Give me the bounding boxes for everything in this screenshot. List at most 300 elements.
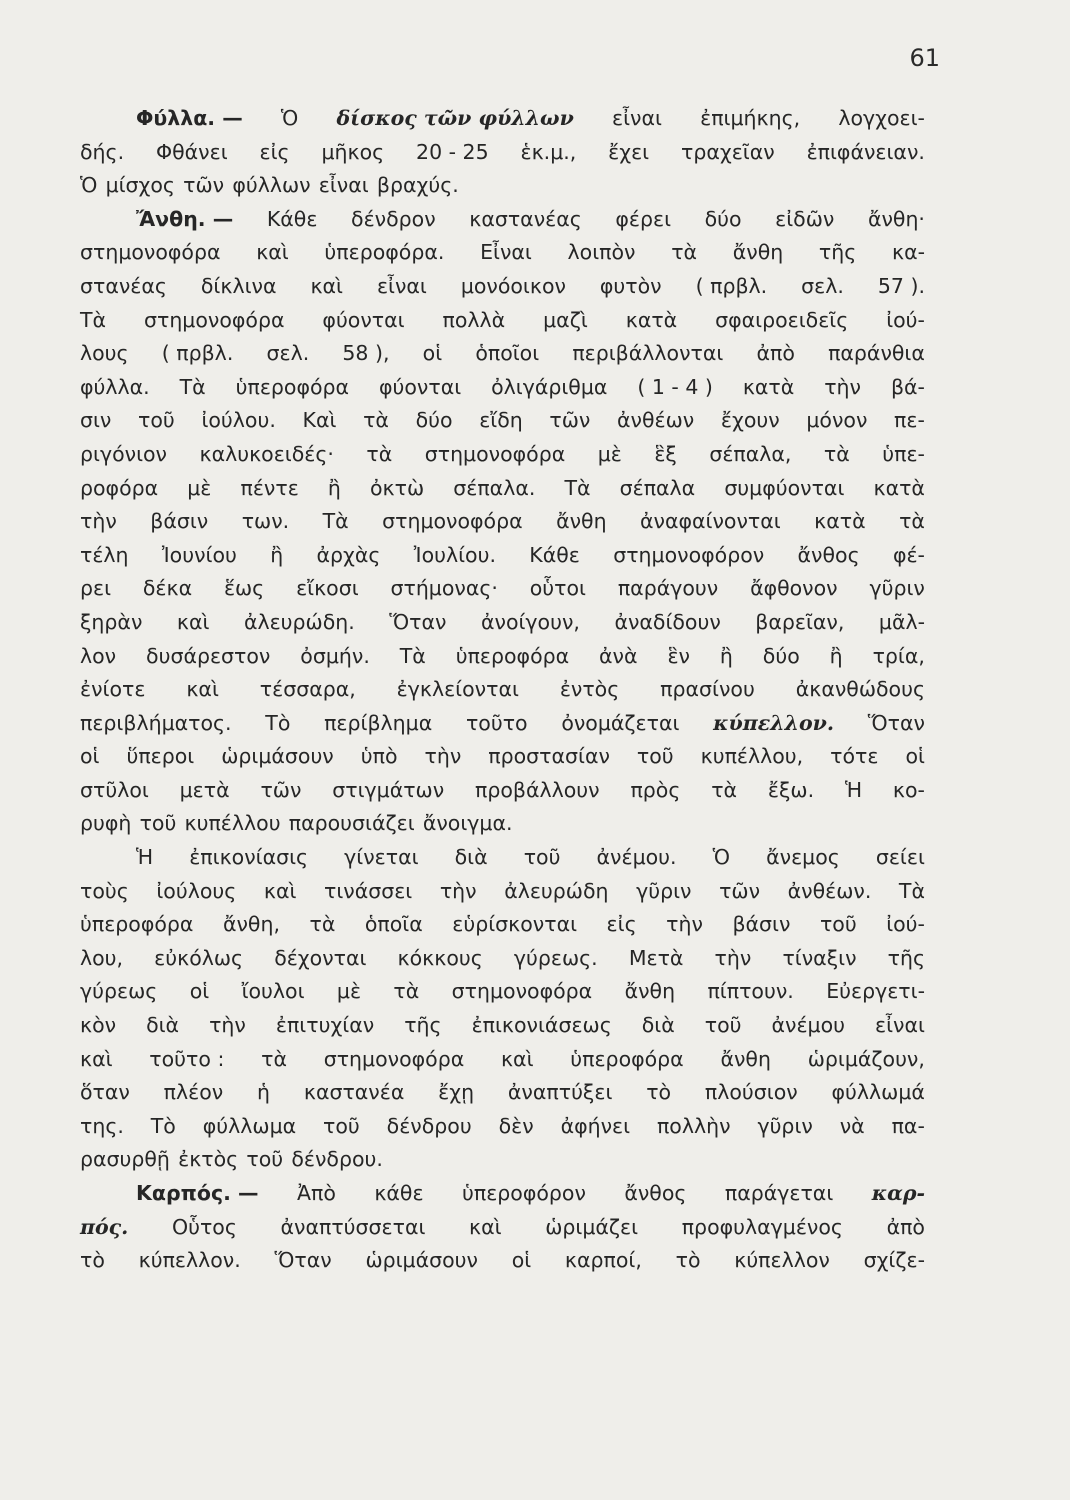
word: σέπαλα, (709, 441, 792, 466)
word: καστανέα (303, 1080, 405, 1105)
word: καὶ (469, 1214, 502, 1239)
word: Μετὰ (628, 945, 684, 970)
word: τοῦ (139, 811, 177, 836)
word: ἄνθη (624, 979, 676, 1004)
word: καρποί, (564, 1248, 642, 1273)
word: ὑπεροφόρα (80, 912, 194, 937)
word: παράνθια (828, 341, 925, 366)
word: ἄνθος (624, 1181, 687, 1205)
word: ἄνθη, (222, 912, 280, 937)
word: ἐπιφάνειαν. (806, 139, 925, 164)
word: φύλλωμα (202, 1113, 297, 1138)
word: πλέον (163, 1080, 224, 1105)
word: ἀνέμου (771, 1013, 845, 1038)
word: τῆς (404, 1013, 442, 1038)
word: ἀπὸ (756, 341, 795, 366)
word: ἔχει (608, 139, 650, 164)
word: Εἶναι (480, 240, 532, 265)
word: εἴκοσι (296, 576, 359, 601)
word: διὰ (454, 845, 488, 870)
text-line (80, 1244, 925, 1278)
word: ( πρβλ. (161, 341, 234, 366)
word: ὑπεροφόρον (461, 1181, 586, 1205)
text-line (80, 975, 925, 1009)
text-line (80, 1110, 925, 1144)
word: τὴν (209, 1013, 246, 1038)
text-line (80, 1143, 925, 1177)
word: τὰ (711, 777, 738, 802)
word: φέρει (615, 206, 672, 231)
word: ἐπιτυχίαν (275, 1013, 375, 1038)
word: ἢ (829, 643, 843, 668)
word: τὸ (675, 1248, 701, 1273)
word: οἱ (511, 1248, 532, 1273)
word: οἱ (905, 744, 925, 769)
word: πλούσιον (704, 1080, 798, 1105)
word: τρία, (872, 643, 925, 668)
word: τὴν (714, 945, 752, 970)
word: διὰ (146, 1013, 180, 1038)
word: πίπτουν. (707, 979, 794, 1004)
word: βάσιν (732, 912, 791, 937)
word: καὶ (263, 878, 297, 903)
word: τέσσαρα, (259, 677, 356, 702)
word: ἄνθη· (867, 206, 925, 231)
word: σείει (875, 845, 925, 870)
word: εἰδῶν (775, 206, 835, 231)
word: Τὰ (898, 878, 925, 903)
text-line (80, 505, 925, 539)
word: συμφύονται (724, 475, 845, 500)
word: ρασυρθῇ (80, 1147, 170, 1172)
text-line (80, 1211, 925, 1245)
word: δένδρου (386, 1113, 472, 1138)
word: στημονοφόρα (382, 509, 523, 534)
text-line (80, 102, 925, 136)
word: τινάσσει (323, 878, 413, 903)
word: λον (80, 643, 117, 668)
word: ἰούλου. (201, 408, 276, 433)
word: πρὸς (630, 777, 681, 802)
word: ( πρβλ. (695, 273, 768, 298)
word: ὀκτὼ (370, 475, 425, 500)
word: Κάθε (266, 206, 318, 231)
text-line (80, 740, 925, 774)
word: κὸν (80, 1013, 117, 1038)
word: Φθάνει (155, 139, 228, 164)
word: τῆς (887, 945, 925, 970)
word: ἀναφαίνονται (640, 509, 781, 534)
word: κατὰ (814, 509, 866, 534)
word: ἀλευρώδη. (243, 609, 355, 634)
text-line (80, 875, 925, 909)
word: τοῦ (819, 912, 857, 937)
word: γῦριν (636, 878, 692, 903)
word: εὐκόλως (154, 945, 244, 970)
word: τοῦ (246, 1147, 284, 1172)
word: Τὸ (150, 1113, 176, 1138)
word: μᾶλ- (878, 609, 925, 634)
word: Τὸ (265, 710, 291, 735)
word: ἄνθος (797, 542, 860, 567)
word: πρασίνου (660, 677, 755, 702)
word: μὲ (187, 475, 212, 500)
word: ριγόνιον (80, 441, 168, 466)
word: φύονται (378, 374, 462, 399)
text-line (80, 1076, 925, 1110)
word: βαρεῖαν, (755, 609, 845, 634)
word: ἢ (327, 475, 341, 500)
word: κατὰ (625, 307, 678, 332)
word: 20 - 25 (416, 139, 489, 164)
word: Ἰουνίου (161, 542, 237, 567)
word: πολλὴν (656, 1113, 731, 1138)
word: των. (241, 509, 290, 534)
word: γῦριν (757, 1113, 813, 1138)
word: ἑκ.μ., (520, 139, 577, 164)
word: ὡριμάζει (545, 1214, 639, 1239)
word: δὲν (498, 1113, 534, 1138)
word: δίκλινα (200, 273, 277, 298)
word: γίνεται (344, 845, 419, 870)
word: Ἄνθη. — (136, 206, 234, 231)
word: τὴν (80, 509, 117, 534)
word: κόκκους (397, 945, 483, 970)
word: στημονοφόρα (323, 1046, 465, 1071)
word: ἀναπτύξει (507, 1080, 613, 1105)
word: Εὐεργετι- (826, 979, 925, 1004)
word: Τὰ (564, 475, 591, 500)
word: πε- (894, 408, 925, 433)
word: ὁποῖοι (475, 341, 540, 366)
word: νὰ (839, 1113, 865, 1138)
word: Ἀπὸ (296, 1181, 336, 1205)
word: ὑπεροφόρα (235, 374, 350, 399)
word: τῶν (260, 777, 302, 802)
word: τὰ (393, 979, 420, 1004)
word: στῦλοι (80, 777, 149, 802)
word: ξηρὰν (80, 609, 143, 634)
word: ἄνοιγμα. (422, 811, 513, 836)
word: στημονοφόρον (613, 542, 765, 567)
word: τοῦ (138, 408, 175, 433)
word: κο- (892, 777, 925, 802)
word: ρει (80, 576, 112, 601)
word: σέπαλα (619, 475, 696, 500)
text-line (80, 304, 925, 338)
word: καὶ (500, 1046, 534, 1071)
word: καὶ (176, 609, 210, 634)
word: ἄνθη (732, 240, 784, 265)
word: στανέας (80, 273, 167, 298)
word: πέντε (240, 475, 299, 500)
text-line (80, 572, 925, 606)
word: τὰ (363, 408, 389, 433)
word: πός. (80, 1214, 129, 1239)
word: φυτὸν (599, 273, 662, 298)
word: Ὅταν (274, 1248, 332, 1273)
word: ἀρχὰς (316, 542, 381, 567)
word: ὡριμάσουν (221, 744, 334, 769)
word: ἐκτὸς (178, 1147, 239, 1172)
text-line (80, 908, 925, 942)
word: ἐγκλείονται (396, 677, 519, 702)
word: εἰς (606, 912, 637, 937)
word: ἰού- (886, 307, 925, 332)
word: ἄνεμος (766, 845, 840, 870)
text-line (80, 438, 925, 472)
word: Ἡ (136, 845, 154, 870)
text-line (80, 203, 925, 237)
word: τὰ (671, 240, 698, 265)
word: ἀπὸ (886, 1214, 925, 1239)
word: 57 ). (877, 273, 925, 298)
word: λογχοει- (838, 106, 925, 130)
word: της. (80, 1113, 124, 1138)
word: τοῦτο : (149, 1046, 225, 1071)
text-line (80, 169, 925, 203)
word: κα- (891, 240, 925, 265)
word: τοὺς (80, 878, 129, 903)
text-line (80, 640, 925, 674)
word: τοῦ (704, 1013, 742, 1038)
text-line (80, 841, 925, 875)
word: φύλλα. (80, 374, 150, 399)
word: Ὅταν (867, 710, 925, 735)
word: μετὰ (179, 777, 230, 802)
word: Ἡ (844, 777, 863, 802)
word: τὰ (366, 441, 393, 466)
word: προβάλλουν (475, 777, 600, 802)
word: ἐπικονιάσεως (471, 1013, 612, 1038)
word: ὀνομάζεται (561, 710, 680, 735)
word: περίβλημα (324, 710, 433, 735)
word: σέπαλα. (453, 475, 536, 500)
word: Ὁ (280, 106, 299, 130)
word: εἶναι (376, 273, 427, 298)
word: λους (80, 341, 129, 366)
word: στιγμάτων (332, 777, 445, 802)
word: τὴν (666, 912, 703, 937)
word: τὸ (646, 1080, 672, 1105)
word: ἀφήνει (560, 1113, 631, 1138)
text-line (80, 337, 925, 371)
word: Οὗτος (171, 1214, 237, 1239)
word: δίσκος τῶν φύλλων (336, 106, 574, 130)
word: ἴουλοι (241, 979, 305, 1004)
text-line (80, 942, 925, 976)
word: πολλὰ (442, 307, 506, 332)
word: μὲ (336, 979, 362, 1004)
word: τότε (830, 744, 879, 769)
word: δύο (415, 408, 453, 433)
word: δύο (704, 206, 742, 231)
word: τῆς (818, 240, 857, 265)
word: πα- (891, 1113, 925, 1138)
word: φέ- (892, 542, 925, 567)
word: ἓν (667, 643, 690, 668)
word: ὡριμάσουν (365, 1248, 478, 1273)
word: καλυκοειδές· (199, 441, 334, 466)
word: μαζὶ (543, 307, 588, 332)
word: εἰς (259, 139, 290, 164)
body-text (80, 102, 925, 1278)
text-line (80, 371, 925, 405)
word: στημονοφόρα (424, 441, 566, 466)
word: ὅταν (80, 1080, 130, 1105)
word: ὀσμήν. (300, 643, 370, 668)
word: ἐπικονίασις (189, 845, 309, 870)
text-line (80, 472, 925, 506)
word: Φύλλα. — (136, 106, 243, 130)
word: σιν (80, 408, 112, 433)
word: Κάθε (529, 542, 580, 567)
word: ὀλιγάριθμα (491, 374, 608, 399)
word: κάθε (374, 1181, 424, 1205)
word: φύλλων (232, 173, 311, 198)
word: στημονοφόρα (80, 240, 221, 265)
word: ὑπε- (882, 441, 925, 466)
word: ἢ (719, 643, 733, 668)
word: μονόοικον (460, 273, 566, 298)
word: κύπελλον. (138, 1248, 241, 1273)
word: δένδρον (351, 206, 436, 231)
word: εἶναι (318, 173, 369, 198)
word: τίναξιν (782, 945, 857, 970)
word: ἰούλους (156, 878, 237, 903)
word: ἀνοίγουν, (480, 609, 580, 634)
word: Τὰ (179, 374, 206, 399)
word: μῆκος (321, 139, 385, 164)
word: οὗτοι (529, 576, 586, 601)
word: ἕως (223, 576, 265, 601)
word: ὁποῖα (364, 912, 423, 937)
word: ἀνέμου. (596, 845, 677, 870)
word: οἱ (422, 341, 443, 366)
text-line (80, 606, 925, 640)
word: ἀνθέων. (787, 878, 872, 903)
word: ἀνὰ (599, 643, 638, 668)
word: τραχεῖαν (680, 139, 775, 164)
word: Ἰουλίου. (413, 542, 496, 567)
word: καὶ (256, 240, 289, 265)
text-line (80, 807, 925, 841)
word: γῦριν (869, 576, 925, 601)
word: ἀναδίδουν (614, 609, 721, 634)
page-number: 61 (909, 44, 940, 72)
word: διὰ (641, 1013, 675, 1038)
text-line (80, 539, 925, 573)
word: ἀναπτύσσεται (280, 1214, 426, 1239)
word: ἄφθονον (750, 576, 838, 601)
word: τὰ (309, 912, 336, 937)
word: λου, (80, 945, 124, 970)
word: ὑπεροφόρα. (324, 240, 445, 265)
word: Καρπός. — (136, 1181, 259, 1205)
word: φύονται (322, 307, 405, 332)
word: τὴν (439, 878, 477, 903)
word: τῶν (183, 173, 225, 198)
word: καστανέας (469, 206, 582, 231)
word: τοῦ (636, 744, 674, 769)
word: Ὁ (80, 173, 98, 198)
word: ἔχῃ (438, 1080, 475, 1105)
word: μὲ (597, 441, 622, 466)
word: στημονοφόρα (143, 307, 285, 332)
word: φύλλωμά (831, 1080, 925, 1105)
word: καὶ (186, 677, 219, 702)
word: βραχύς. (376, 173, 459, 198)
word: προφυλαγμένος (681, 1214, 843, 1239)
word: καὶ (80, 1046, 113, 1071)
text-line (80, 774, 925, 808)
word: ὕπεροι (126, 744, 195, 769)
word: δής. (80, 139, 125, 164)
word: ἄνθη (720, 1046, 771, 1071)
word: κατὰ (873, 475, 925, 500)
word: σελ. (801, 273, 844, 298)
word: σχίζε- (863, 1248, 925, 1273)
word: ἔξω. (767, 777, 815, 802)
word: οἱ (80, 744, 100, 769)
word: τοῦ (323, 1113, 360, 1138)
word: λοιπὸν (567, 240, 636, 265)
word: Τὰ (80, 307, 107, 332)
word: ρυφὴ (80, 811, 132, 836)
text-line (80, 673, 925, 707)
word: οἱ (189, 979, 210, 1004)
word: Τὰ (399, 643, 426, 668)
word: μίσχος (105, 173, 175, 198)
word: ἐντὸς (559, 677, 620, 702)
word: τῶν (719, 878, 761, 903)
word: κύπελλον (734, 1248, 830, 1273)
word: ἡ (257, 1080, 271, 1105)
word: περιβάλλονται (572, 341, 724, 366)
word: σφαιροειδεῖς (715, 307, 849, 332)
word: ἢ (270, 542, 284, 567)
word: στημονοφόρα (451, 979, 593, 1004)
word: ἀκανθώδους (795, 677, 925, 702)
word: ἐπιμήκης, (700, 106, 801, 130)
text-line (80, 1177, 925, 1211)
word: τοῦ (523, 845, 561, 870)
word: τοῦτο (465, 710, 528, 735)
word: δύο (762, 643, 800, 668)
word: καρ- (871, 1181, 925, 1205)
word: τὰ (899, 509, 925, 534)
word: κατὰ (742, 374, 795, 399)
word: ροφόρα (80, 475, 159, 500)
text-line (80, 707, 925, 741)
word: τῶν (549, 408, 591, 433)
word: ἔχουν (720, 408, 780, 433)
word: προστασίαν (488, 744, 610, 769)
text-line (80, 404, 925, 438)
word: δένδρου. (291, 1147, 383, 1172)
word: ἐνίοτε (80, 677, 146, 702)
word: Καὶ (302, 408, 337, 433)
word: περιβλήματος. (80, 710, 232, 735)
word: βάσιν (150, 509, 209, 534)
word: κυπέλλου, (700, 744, 804, 769)
word: γύρεως. (513, 945, 598, 970)
word: παράγεται (724, 1181, 834, 1205)
word: μόνον (806, 408, 868, 433)
word: ἓξ (654, 441, 677, 466)
word: ἰού- (886, 912, 925, 937)
word: ἀλευρώδη (504, 878, 609, 903)
